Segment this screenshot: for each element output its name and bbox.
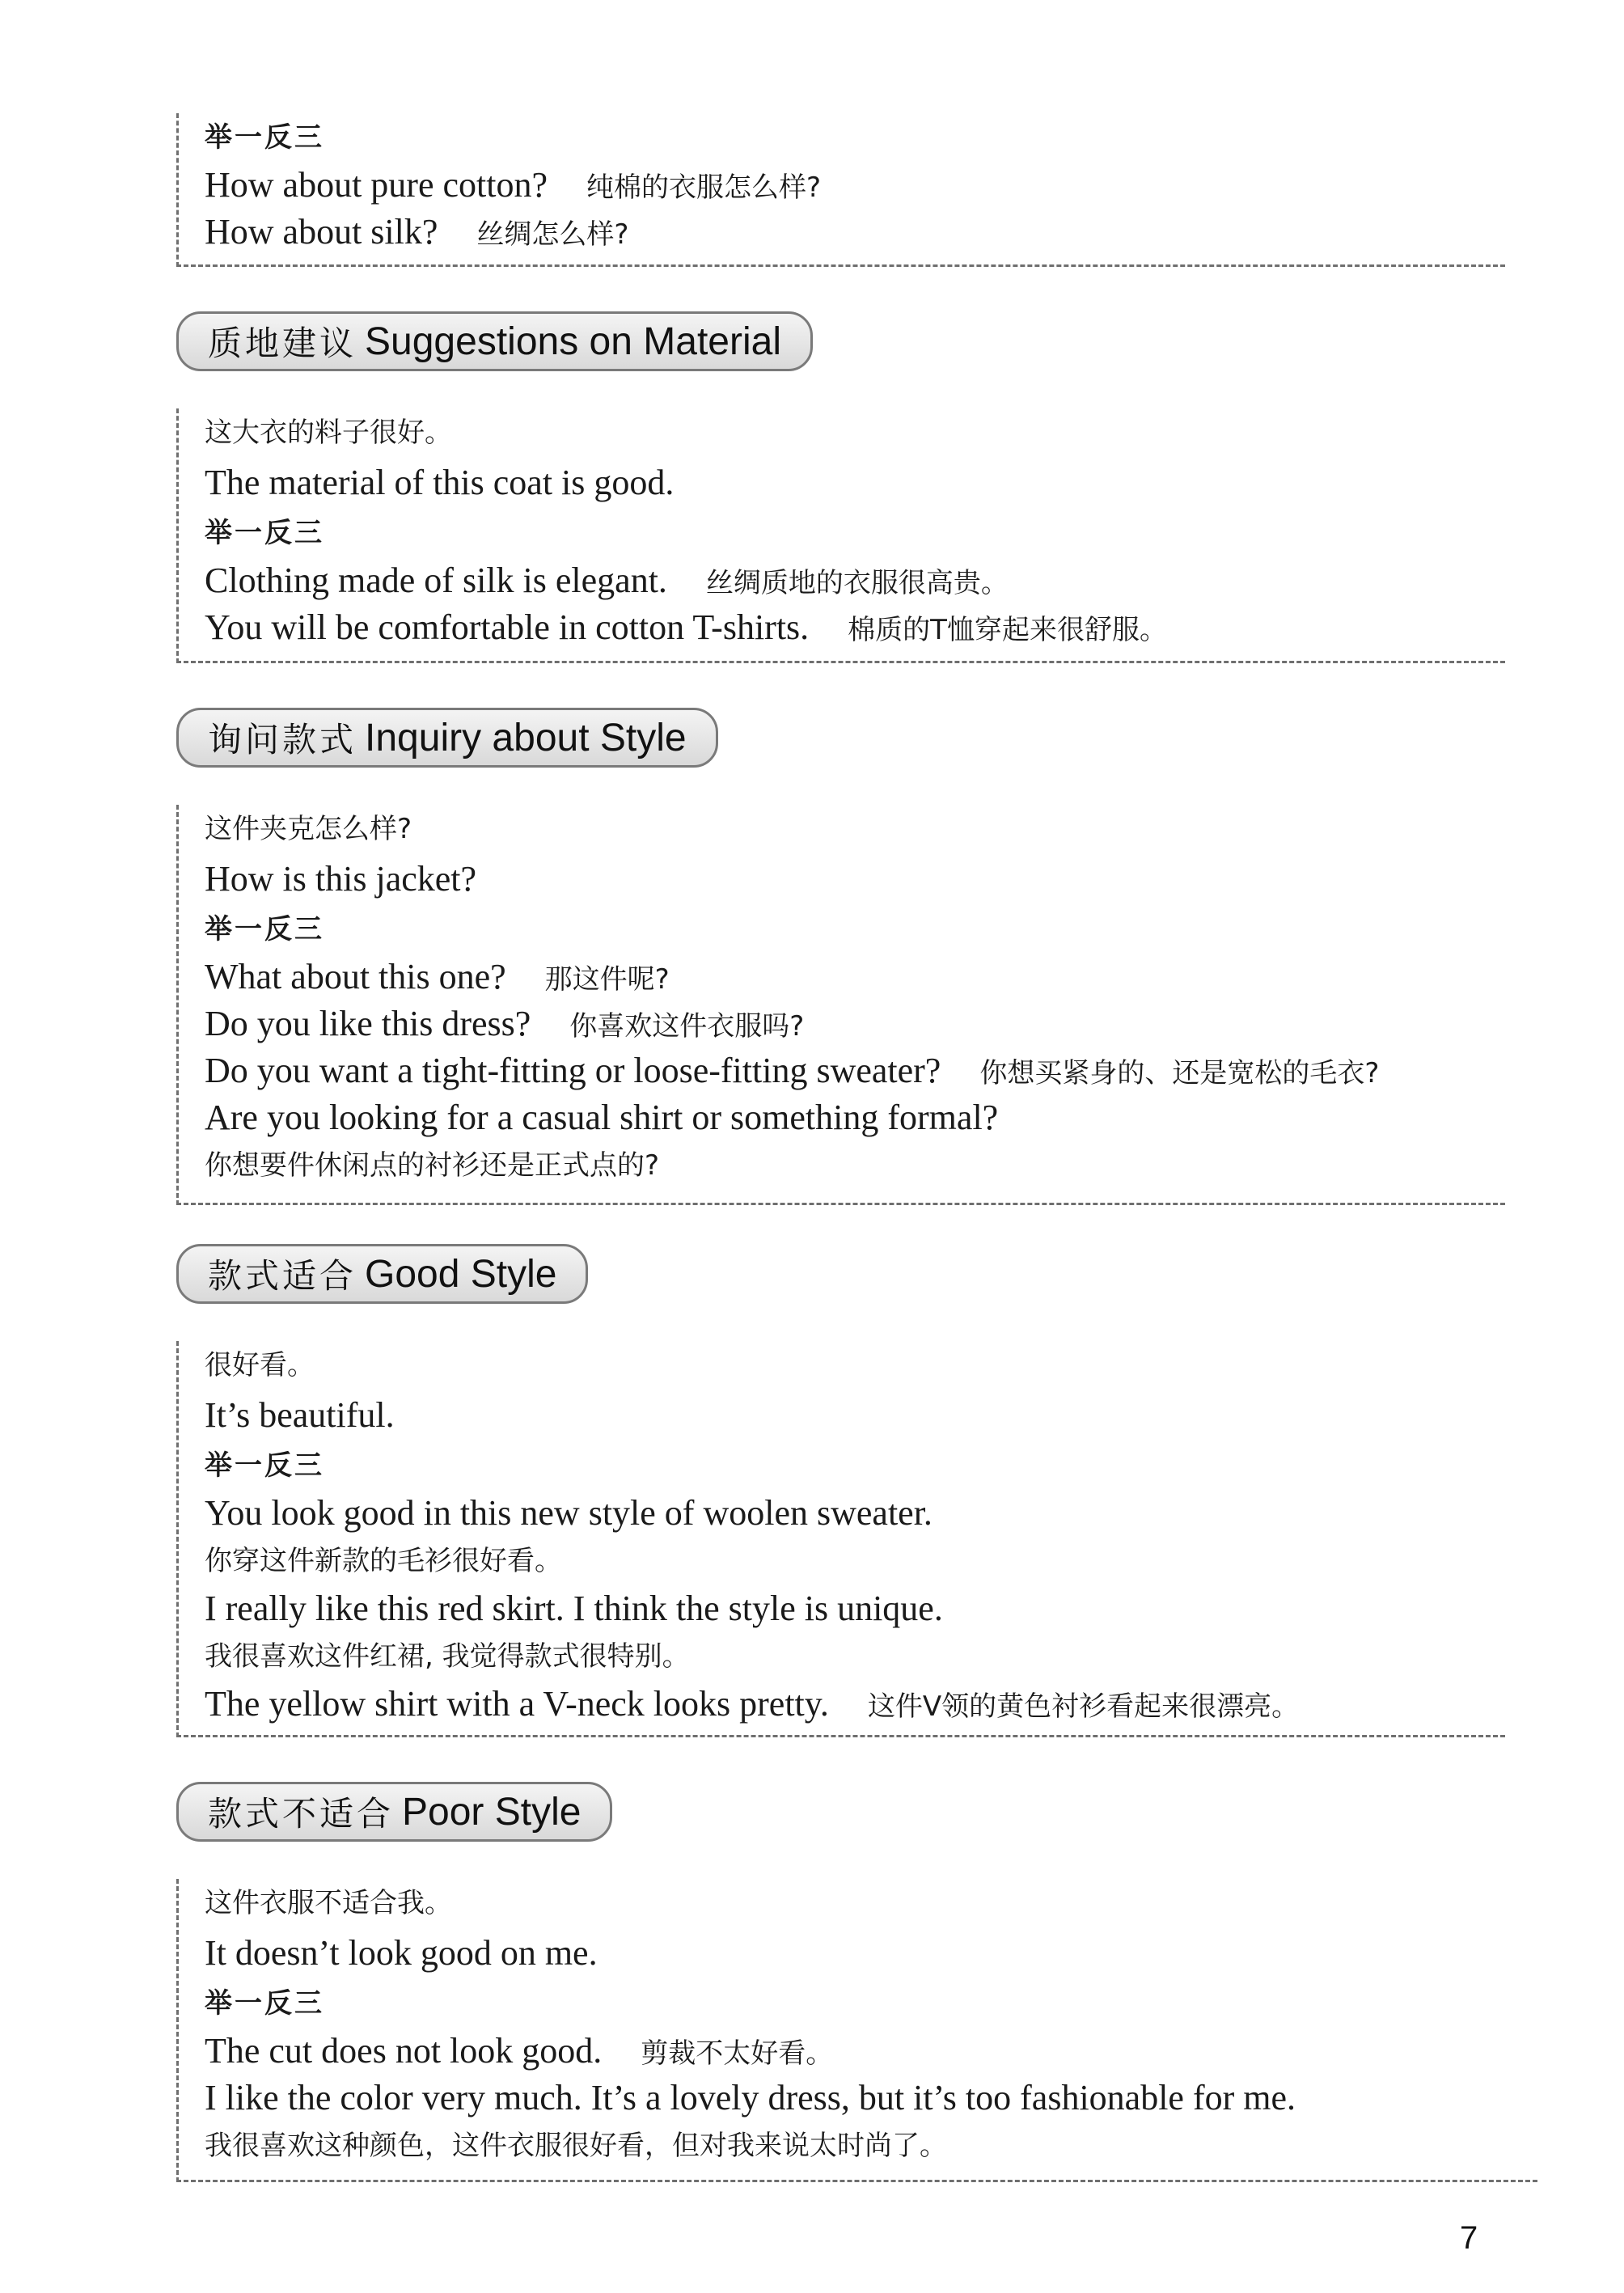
example-english: I really like this red skirt. I think the style is unique. (205, 1589, 943, 1628)
example-line (205, 557, 1505, 604)
example-line (205, 1681, 1505, 1728)
example-chinese: 你喜欢这件衣服吗? (569, 1010, 805, 1043)
example-english: Clothing made of silk is elegant. (205, 561, 667, 600)
example-chinese: 棉质的T恤穿起来很舒服。 (848, 614, 1167, 646)
example-english: You will be comfortable in cotton T-shirts. (205, 607, 810, 647)
section-title-chinese: 款式不适合 (208, 1794, 395, 1834)
example-english: I like the color very much. It’s a lovely dress, but it’s too fashionable for me. (205, 2078, 1296, 2117)
section-body-good-style (176, 1341, 1505, 1737)
examples-label: 举一反三 (205, 517, 324, 549)
examples-label: 举一反三 (205, 121, 324, 154)
section-body-inquiry (176, 805, 1505, 1205)
main-sentence-english: How is this jacket? (205, 859, 477, 899)
example-chinese: 我很喜欢这种颜色，这件衣服很好看，但对我来说太时尚了。 (205, 2130, 947, 2162)
example-line (205, 209, 1505, 256)
example-english: How about pure cotton? (205, 165, 548, 205)
main-sentence-chinese: 这件夹克怎么样? (205, 813, 412, 845)
page-number: 7 (1460, 2220, 1478, 2256)
example-chinese: 剪裁不太好看。 (641, 2037, 834, 2070)
section-title-english: Suggestions on Material (365, 319, 781, 363)
main-sentence-english: It’s beautiful. (205, 1395, 395, 1435)
examples-label: 举一反三 (205, 1449, 324, 1482)
main-sentence-chinese: 这件衣服不适合我。 (205, 1887, 452, 1919)
section-header-inquiry (176, 708, 718, 768)
example-english: You look good in this new style of woolen sweater. (205, 1493, 933, 1533)
section-title-english: Good Style (365, 1252, 557, 1296)
example-chinese: 纯棉的衣服怎么样? (586, 171, 822, 204)
example-english: Do you want a tight-fitting or loose-fitting sweater? (205, 1051, 941, 1090)
example-line (205, 1047, 1505, 1094)
dashed-divider (176, 661, 1505, 663)
example-chinese: 那这件呢? (544, 963, 670, 996)
dashed-divider (176, 1735, 1505, 1737)
dashed-divider (176, 2180, 1537, 2182)
main-sentence-english: It doesn’t look good on me. (205, 1933, 598, 1973)
example-chinese: 丝绸怎么样? (476, 218, 629, 251)
examples-label: 举一反三 (205, 1987, 324, 2020)
section-body-poor-style (176, 1879, 1537, 2182)
example-english: The cut does not look good. (205, 2031, 603, 2071)
dashed-divider (176, 1203, 1505, 1205)
examples-label: 举一反三 (205, 913, 324, 946)
example-english: How about silk? (205, 212, 438, 252)
example-chinese: 我很喜欢这件红裙, 我觉得款式很特别。 (205, 1640, 690, 1673)
section-title-english: Inquiry about Style (365, 716, 687, 759)
example-english: The yellow shirt with a V-neck looks pretty. (205, 1684, 829, 1724)
section-title-chinese: 质地建议 (208, 324, 357, 363)
main-sentence-chinese: 很好看。 (205, 1349, 315, 1381)
example-line (205, 604, 1505, 651)
example-chinese: 这件V领的黄色衬衫看起来很漂亮。 (867, 1690, 1300, 1723)
example-chinese: 丝绸质地的衣服很高贵。 (705, 567, 1009, 599)
section-header-good-style (176, 1244, 588, 1304)
example-chinese: 你穿这件新款的毛衫很好看。 (205, 1545, 562, 1577)
section-body-material (176, 408, 1505, 663)
example-line (205, 954, 1505, 1001)
section-header-poor-style (176, 1782, 612, 1842)
example-english: What about this one? (205, 957, 506, 996)
section-header-material (176, 311, 813, 371)
example-line (205, 1094, 1505, 1141)
section-title-chinese: 询问款式 (208, 720, 357, 759)
example-chinese: 你想买紧身的、还是宽松的毛衣? (979, 1057, 1380, 1089)
main-sentence-english: The material of this coat is good. (205, 463, 675, 502)
section-title-english: Poor Style (402, 1790, 582, 1834)
example-chinese: 你想要件休闲点的衬衫还是正式点的? (205, 1149, 660, 1182)
dashed-divider (176, 264, 1505, 267)
example-english: Do you like this dress? (205, 1004, 531, 1043)
example-english: Are you looking for a casual shirt or something formal? (205, 1098, 999, 1137)
main-sentence-chinese: 这大衣的料子很好。 (205, 417, 452, 449)
example-line (205, 1001, 1505, 1047)
example-line (205, 2028, 1537, 2075)
example-line (205, 162, 1505, 209)
example-block-top (176, 113, 1505, 267)
section-title-chinese: 款式适合 (208, 1256, 357, 1296)
